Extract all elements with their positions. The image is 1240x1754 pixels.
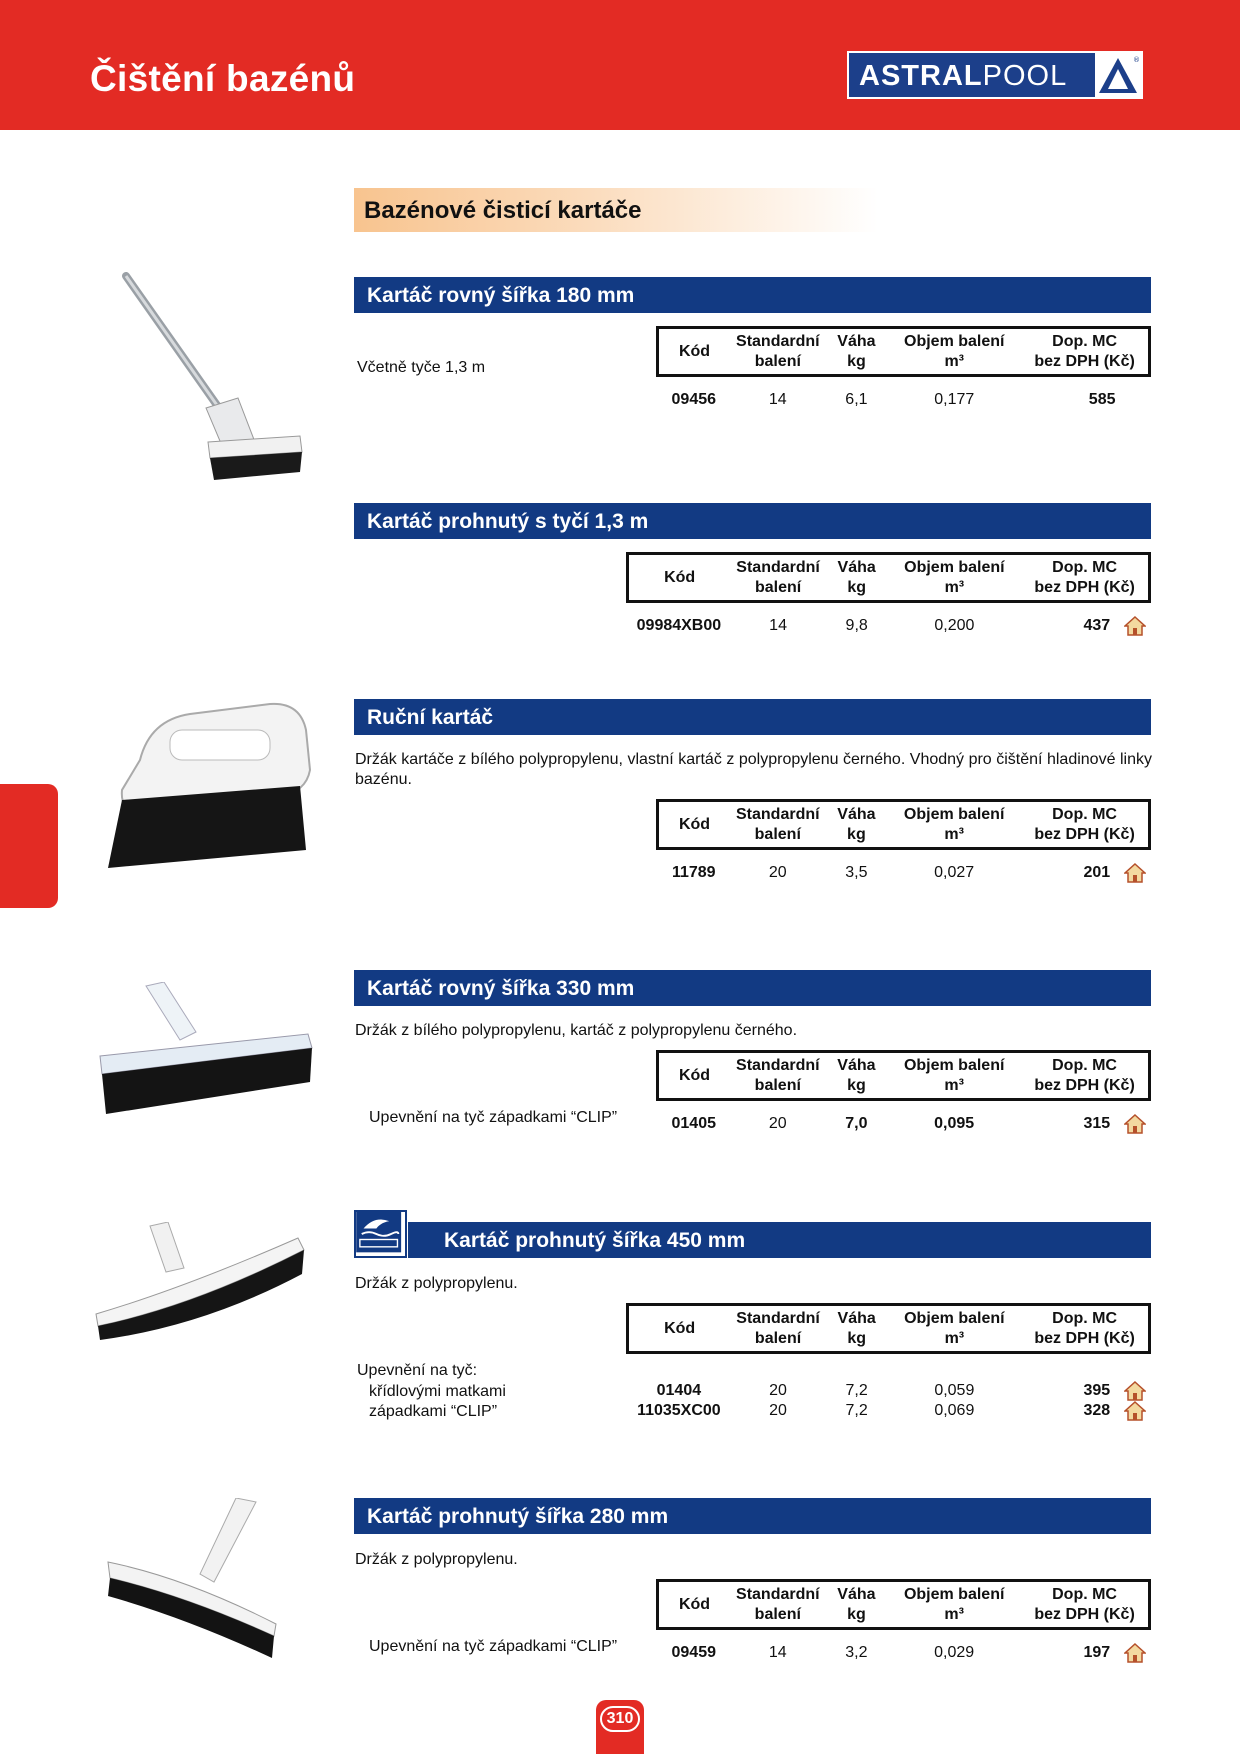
astralpool-logo — [847, 51, 1143, 99]
section-title: Bazénové čisticí kartáče — [354, 188, 878, 232]
house-icon — [1124, 1401, 1146, 1421]
brush-280-image — [106, 1498, 286, 1660]
product-description: Držák z polypropylenu. — [355, 1275, 518, 1292]
brush-450-image — [94, 1222, 308, 1342]
product-title-bar: Kartáč prohnutý šířka 450 mm — [408, 1222, 1151, 1258]
product-title-bar: Kartáč rovný šířka 180 mm — [354, 277, 1151, 313]
side-tab — [0, 784, 58, 908]
table-row: 09456 14 6,1 0,177 585 — [671, 390, 1116, 408]
house-icon — [1124, 1114, 1146, 1134]
mount-label-wing-nuts: křídlovými matkami — [369, 1383, 506, 1400]
logo-triangle-icon — [1095, 53, 1141, 97]
mount-label: Upevnění na tyč: — [357, 1362, 478, 1379]
svg-text:®: ® — [1133, 56, 1140, 64]
table-row: 11035XC00 20 7,2 0,069 328 — [628, 1401, 1150, 1421]
spec-table: Kód Standardní balení Váha kg Objem balení m³ Dop. MC bez DPH (Kč) 01405 20 7,0 0,095 315 — [656, 1050, 1151, 1134]
page-header — [0, 0, 1240, 130]
spec-table: Kód Standardní balení Váha kg Objem balení m³ Dop. MC bez DPH (Kč) 09984XB00 14 9,8 0,200 437 — [626, 552, 1151, 636]
spec-table: Kód Standardní balení Váha kg Objem balení m³ Dop. MC bez DPH (Kč) 11789 20 3,5 0,027 201 — [656, 799, 1151, 883]
brush-330-image — [98, 982, 316, 1118]
logo-light-text: POOL — [982, 60, 1068, 92]
pool-type-badge — [354, 1210, 407, 1258]
house-icon — [1124, 863, 1146, 883]
logo-bold-text: ASTRAL — [859, 60, 983, 92]
table-row: 09984XB00 14 9,8 0,200 437 — [628, 616, 1150, 636]
pool-icon — [356, 1212, 405, 1256]
product-title-bar: Kartáč prohnutý šířka 280 mm — [354, 1498, 1151, 1534]
product-note: Včetně tyče 1,3 m — [357, 359, 486, 376]
product-title-bar: Kartáč rovný šířka 330 mm — [354, 970, 1151, 1006]
product-description: Držák z polypropylenu. — [355, 1551, 518, 1568]
spec-table: Kód Standardní balení Váha kg Objem balení m³ Dop. MC bez DPH (Kč) 09456 14 6,1 0,177 585 — [656, 326, 1151, 410]
mount-label: Upevnění na tyč západkami “CLIP” — [369, 1109, 618, 1126]
house-icon — [1124, 1643, 1146, 1663]
product-description: Držák z bílého polypropylenu, kartáč z polypropylenu černého. — [355, 1022, 798, 1039]
product-title-bar: Kartáč prohnutý s tyčí 1,3 m — [354, 503, 1151, 539]
hand-brush-image — [100, 700, 314, 876]
page-number: 310 — [600, 1706, 640, 1732]
page-title: Čištění bazénů — [90, 58, 356, 99]
product-title-bar: Ruční kartáč — [354, 699, 1151, 735]
house-icon — [1124, 1381, 1146, 1401]
spec-table: Kód Standardní balení Váha kg Objem balení m³ Dop. MC bez DPH (Kč) 09459 14 3,2 0,029 197 — [656, 1579, 1151, 1663]
spec-table: Kód Standardní balení Váha kg Objem balení m³ Dop. MC bez DPH (Kč) 01404 20 7,2 0,059 395 11035XC00 20 7,2 0,069 328 — [626, 1303, 1151, 1421]
house-icon — [1124, 616, 1146, 636]
mount-label-clip: západkami “CLIP” — [369, 1403, 498, 1420]
mount-label: Upevnění na tyč západkami “CLIP” — [369, 1638, 618, 1655]
product-description: Držák kartáče z bílého polypropylenu, vlastní kartáč z polypropylenu černého. Vhodný pro čištění hladinové linky bazénu. — [355, 751, 1152, 788]
table-row: 11789 20 3,5 0,027 201 — [658, 863, 1150, 883]
page-number-tab — [596, 1700, 644, 1754]
table-row: 09459 14 3,2 0,029 197 — [658, 1643, 1150, 1663]
table-row: 01405 20 7,0 0,095 315 — [658, 1114, 1150, 1134]
table-row: 01404 20 7,2 0,059 395 — [628, 1381, 1150, 1401]
brush-180-with-pole-image — [118, 272, 308, 512]
